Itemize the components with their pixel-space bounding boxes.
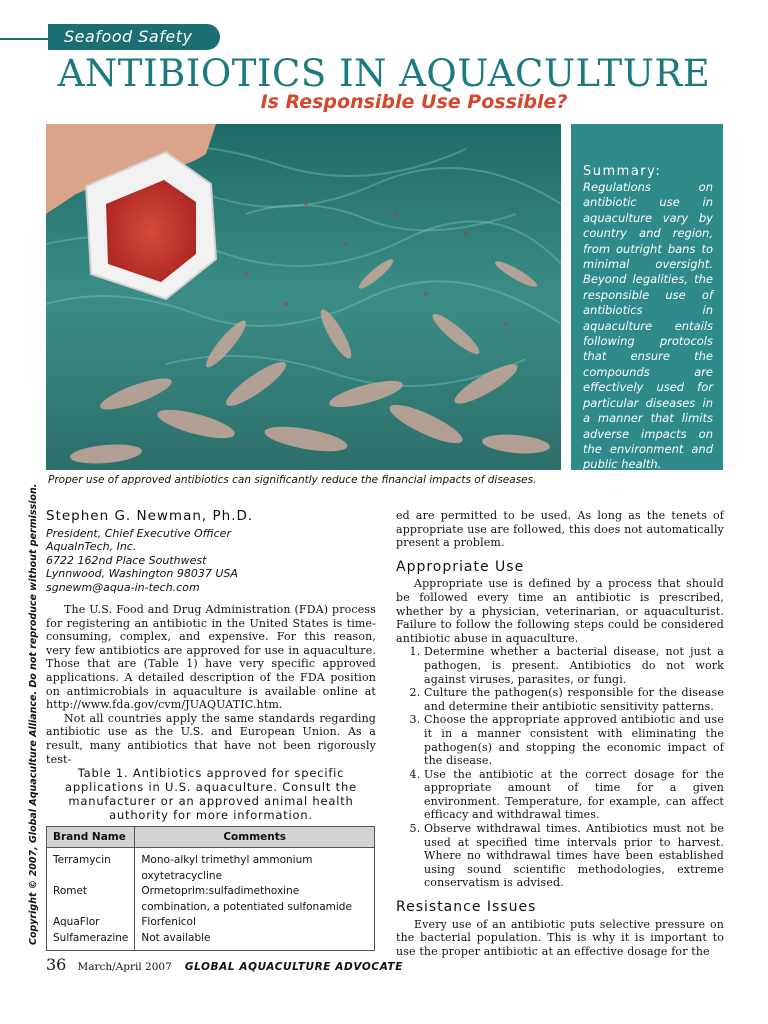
summary-text: Regulations on antibiotic use in aquaculture vary by country and region, from outright bans to minimal oversight. Beyond legalities, the responsible use of antibiotics in aquaculture entails following protocols that ensure the compounds are effectively used for particular diseases in a manner that limits adverse impacts on the environment and public health.: [583, 180, 713, 472]
list-item: 5. Observe withdrawal times. Antibiotics must not be used at specified time intervals prior to harvest. Where no withdrawal times have been established using sound scientific methodologies, extreme conservatism is advised.: [424, 822, 724, 890]
author-block: [46, 508, 376, 594]
brand-cell: Sulfamerazine: [53, 931, 129, 944]
summary-box: [571, 124, 723, 470]
list-item: 1. Determine whether a bacterial disease, not just a pathogen, is present. Antibiotics do not work against viruses, parasites, or fungi.: [424, 645, 724, 686]
brand-cell: Romet: [53, 885, 88, 897]
comment-cell: Ormetoprim:sulfadimethoxine combination, a potentiated sulfonamide: [135, 884, 374, 915]
table-row: [47, 848, 374, 885]
list-item: 2. Culture the pathogen(s) responsible for the disease and determine their antibiotic sensitivity patterns.: [424, 686, 724, 713]
list-item: 3. Choose the appropriate approved antibiotic and use it in a manner consistent with eliminating the pathogen(s) and stopping the economic impact of the disease.: [424, 713, 724, 767]
author-title: President, Chief Executive Officer: [46, 527, 231, 540]
summary-title: Summary:: [583, 164, 662, 179]
list-item: 4. Use the antibiotic at the correct dosage for the appropriate amount of time for a given environment. Temperature, for example, can affect efficacy and withdrawal times.: [424, 768, 724, 822]
body-paragraph: The U.S. Food and Drug Administration (FDA) process for registering an antibiotic in the United States is time-consuming, complex, and expensive. For this reason, very few antibiotics are approved for use in aquaculture. Those that are (Table 1) have very specific approved applications. A detailed description of the FDA position on antimicrobials in aquaculture is available online at http://www.fda.gov/cvm/JUAQUATIC.htm.: [46, 603, 376, 712]
table-header-row: [47, 827, 374, 848]
author-address-line-1: 6722 162nd Place Southwest: [46, 553, 207, 567]
comment-cell: Mono-alkyl trimethyl ammonium oxytetracycline: [135, 848, 374, 885]
body-paragraph: Every use of an antibiotic puts selective pressure on the bacterial population. This is why it is important to use the proper antibiotic at an effective dosage for the: [396, 917, 724, 958]
page-footer: [46, 955, 403, 974]
article-headline: ANTIBIOTICS IN AQUACULTURE: [57, 52, 711, 95]
author-email[interactable]: sgnewm@aqua-in-tech.com: [46, 580, 200, 594]
feature-photo: [46, 124, 561, 470]
brand-cell: AquaFlor: [53, 916, 100, 928]
photo-caption: Proper use of approved antibiotics can significantly reduce the financial impacts of diseases.: [48, 474, 537, 486]
magazine-name: GLOBAL AQUACULTURE ADVOCATE: [184, 961, 403, 973]
body-paragraph: Not all countries apply the same standards regarding antibiotic use as the U.S. and European Union. As a result, many antibiotics that have not been rigorously test-: [46, 711, 376, 766]
left-column-text: [46, 603, 376, 766]
table-row: [47, 915, 374, 931]
copyright-notice: Copyright © 2007, Global Aquaculture Alliance. Do not reproduce without permission.: [28, 483, 39, 945]
author-name: Stephen G. Newman, Ph.D.: [46, 508, 254, 524]
column-header-brand: Brand Name: [47, 827, 135, 848]
article-subhead: Is Responsible Use Possible?: [260, 91, 568, 113]
antibiotics-table: [46, 826, 375, 951]
comment-cell: Not available: [135, 931, 374, 951]
right-column-text: [396, 509, 724, 958]
header-rule: [0, 38, 52, 40]
section-label: Seafood Safety: [48, 24, 220, 50]
page-number: 36: [46, 955, 67, 974]
column-header-comments: Comments: [135, 827, 374, 848]
table-caption: Table 1. Antibiotics approved for specific applications in U.S. aquaculture. Consult the manufacturer or an approved animal health authority for more information.: [65, 766, 357, 822]
section-heading-resistance: Resistance Issues: [396, 899, 537, 916]
brand-cell: Terramycin: [53, 854, 111, 866]
body-paragraph-continued: ed are permitted to be used. As long as the tenets of appropriate use are followed, this does not automatically present a problem.: [396, 509, 724, 550]
issue-date: March/April 2007: [77, 961, 172, 973]
author-company: AquaInTech, Inc.: [46, 540, 137, 554]
section-heading-appropriate-use: Appropriate Use: [396, 558, 525, 575]
steps-list: [396, 645, 724, 890]
comment-cell: Florfenicol: [135, 915, 374, 931]
table-row: [47, 931, 374, 951]
body-paragraph: Appropriate use is defined by a process that should be followed every time an antibiotic is prescribed, whether by a physician, veterinarian, or aquaculturist. Failure to follow the following steps could be considered antibiotic abuse in aquaculture.: [396, 577, 724, 645]
table-row: [47, 884, 374, 915]
author-address-line-2: Lynnwood, Washington 98037 USA: [46, 567, 238, 581]
